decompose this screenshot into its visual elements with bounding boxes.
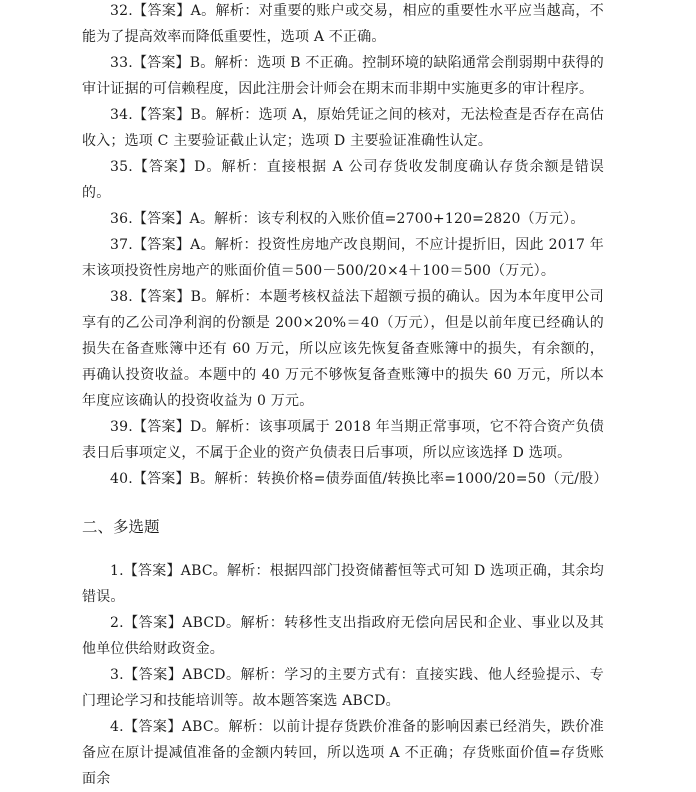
multi-answer-2: 2.【答案】ABCD。解析：转移性支出指政府无偿向居民和企业、事业以及其他单位供给财政资金。 [82,615,604,657]
answer-35: 35.【答案】D。解析：直接根据 A 公司存货收发制度确认存货余额是错误的。 [82,159,604,201]
answer-34: 34.【答案】B。解析：选项 A，原始凭证之间的核对，无法检查是否存在高估收入；选项 C 主要验证截止认定；选项 D 主要验证准确性认定。 [82,107,604,149]
multi-answer-1: 1.【答案】ABC。解析：根据四部门投资储蓄恒等式可知 D 选项正确，其余均错误。 [82,563,604,605]
section-heading-multiple-choice: 二、多选题 [82,518,160,536]
answer-40: 40.【答案】B。解析：转换价格=债券面值/转换比率=1000/20=50（元/股） [110,471,608,487]
answer-39: 39.【答案】D。解析：该事项属于 2018 年当期正常事项，它不符合资产负债表日后事项定义，不属于企业的资产负债表日后事项，所以应该选择 D 选项。 [82,419,604,461]
multi-answer-4: 4.【答案】ABC。解析：以前计提存货跌价准备的影响因素已经消失，跌价准备应在原计提减值准备的金额内转回，所以选项 A 不正确；存货账面价值=存货账面余 [82,719,604,787]
answer-33: 33.【答案】B。解析：选项 B 不正确。控制环境的缺陷通常会削弱期中获得的审计证据的可信赖程度，因此注册会计师会在期末而非期中实施更多的审计程序。 [82,55,604,97]
answer-36: 36.【答案】A。解析：该专利权的入账价值=2700+120=2820（万元）。 [110,211,585,227]
answer-38: 38.【答案】B。解析：本题考核权益法下超额亏损的确认。因为本年度甲公司享有的乙公司净利润的份额是 200×20%＝40（万元），但是以前年度已经确认的损失在备查账簿中还有 60 万元，所以应该先恢复备查账簿中的损失，有余额的，再确认投资收益。本题中的 40 万元不够恢复备查账簿中的损失 60 万元，所以本年度应该确认的投资收益为 0 万元。 [82,289,604,409]
answer-37: 37.【答案】A。解析：投资性房地产改良期间，不应计提折旧，因此 2017 年末该项投资性房地产的账面价值＝500－500/20×4＋100＝500（万元）。 [82,237,604,279]
multi-answer-3: 3.【答案】ABCD。解析：学习的主要方式有：直接实践、他人经验提示、专门理论学习和技能培训等。故本题答案选 ABCD。 [82,667,604,709]
document-page [82,0,608,792]
answer-32: 32.【答案】A。解析：对重要的账户或交易，相应的重要性水平应当越高，不能为了提高效率而降低重要性，选项 A 不正确。 [82,3,604,45]
